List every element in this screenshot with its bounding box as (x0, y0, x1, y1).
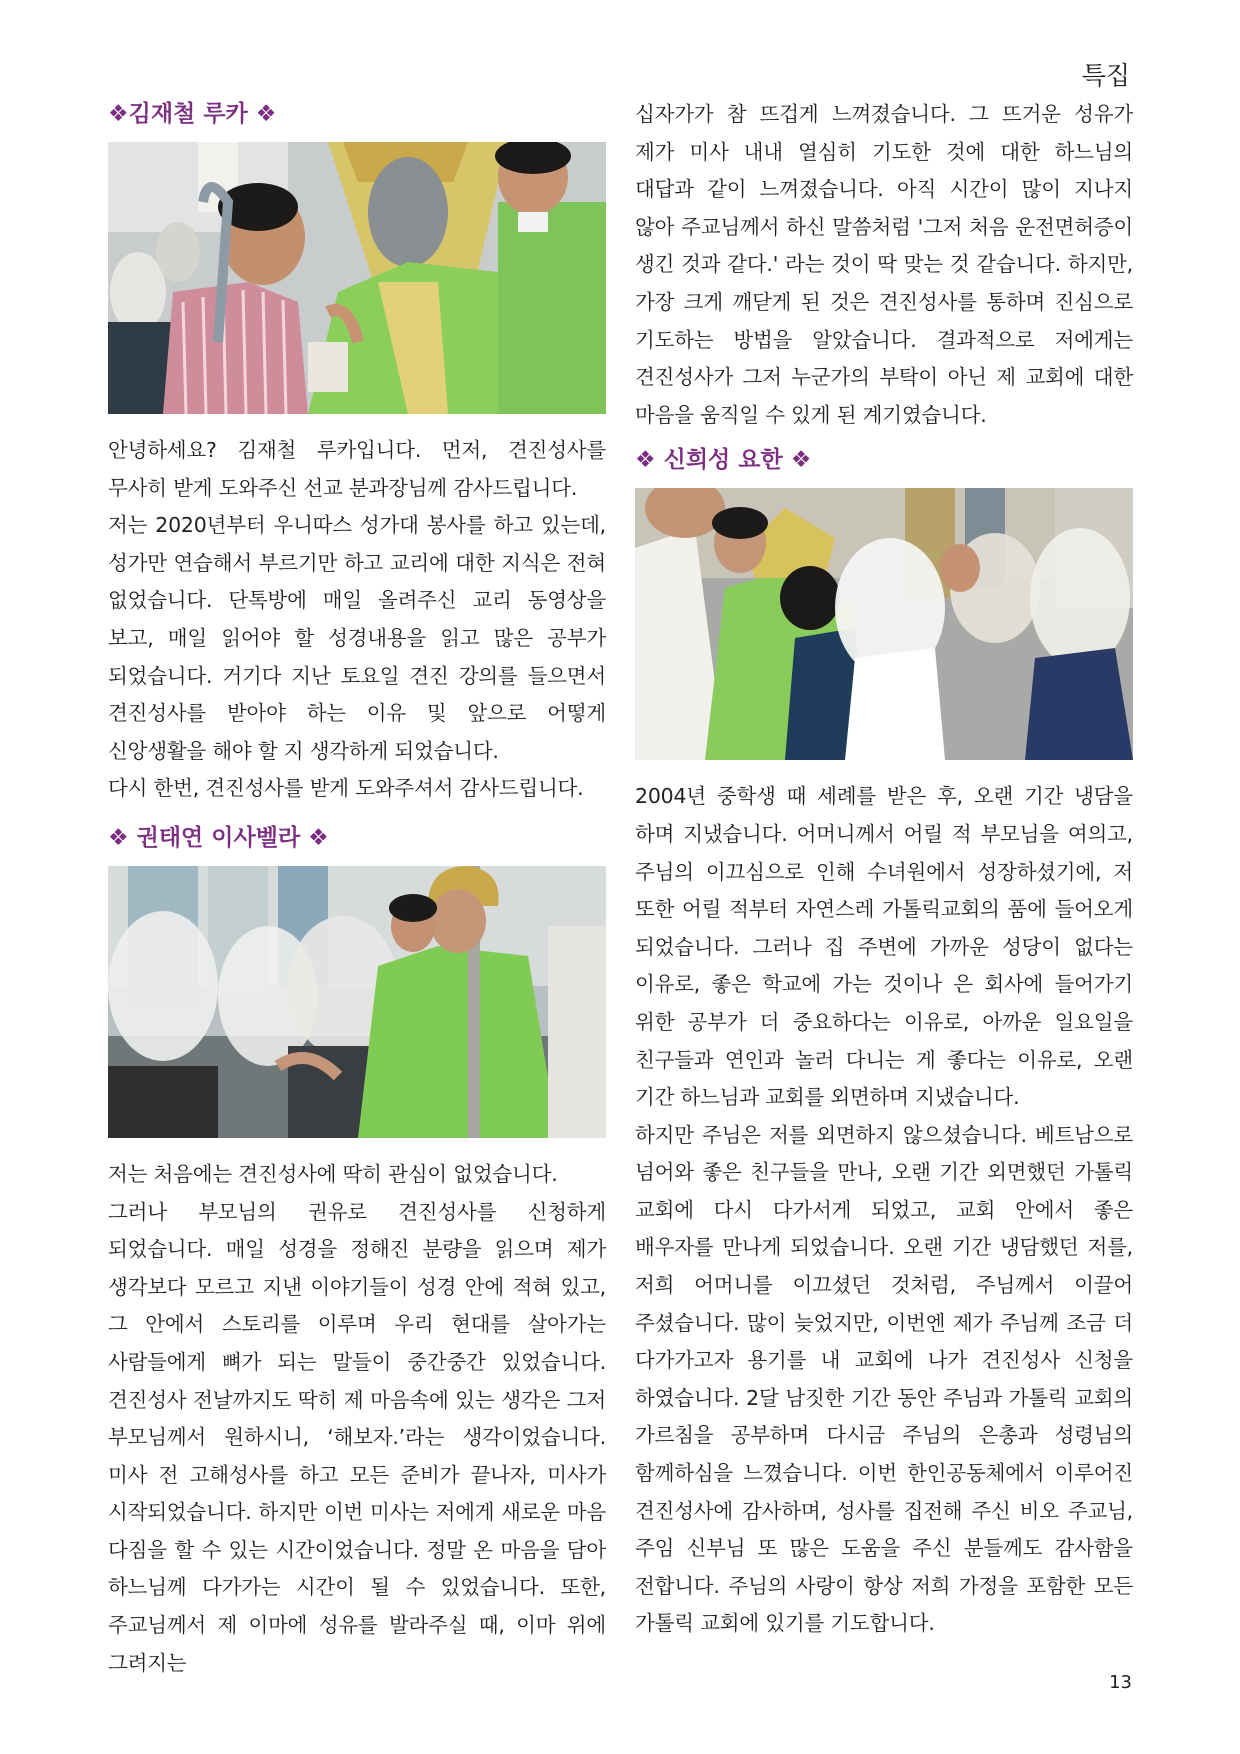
paragraph: 하지만 주님은 저를 외면하지 않으셨습니다. 베트남으로 넘어와 좋은 친구들을 만나, 오랜 기간 외면했던 가톨릭 교회에 다시 다가서게 되었고, 교회 안에서 좋은 배우자를 만나게 되었습니다. 오랜 기간 냉담했던 저를, 저희 어머니를 이끄셨던 것처럼, 주님께서 이끌어 주셨습니다. 많이 늦었지만, 이번엔 제가 주님께 조금 더 다가가고자 용기를 내 교회에 나가 견진성사 신청을 하였습니다. 2달 남짓한 기간 동안 주님과 가톨릭 교회의 가르침을 공부하며 다시금 주님의 은총과 성령님의 함께하심을 느꼈습니다. 이번 한인공동체에서 이루어진 견진성사에 감사하며, 성사를 집전해 주신 비오 주교님, 주임 신부님 또 많은 도움을 주신 분들께도 감사함을 전합니다. 주님의 사랑이 항상 저희 가정을 포함한 모든 가톨릭 교회에 있기를 기도합니다. (635, 1122, 1133, 1636)
paragraph: 안녕하세요? 김재철 루카입니다. 먼저, 견진성사를 무사히 받게 도와주신 선교 분과장님께 감사드립니다. (108, 438, 606, 500)
paragraph: 십자가가 참 뜨겁게 느껴졌습니다. 그 뜨거운 성유가 제가 미사 내내 열심히 기도한 것에 대한 하느님의 대답과 같이 느껴졌습니다. 아직 시간이 많이 지나지 않아 주교님께서 하신 말씀처럼 '그저 처음 운전면허증이 생긴 것과 같다.' 라는 것이 딱 맞는 것 같습니다. 하지만, 가장 크게 깨닫게 된 것은 견진성사를 통하며 진심으로 기도하는 방법을 알았습니다. 결과적으로 저에게는 견진성사가 그저 누군가의 부탁이 아닌 제 교회에 대한 마음을 움직일 수 있게 된 계기였습니다. (635, 102, 1133, 427)
paragraph: 2004년 중학생 때 세례를 받은 후, 오랜 기간 냉담을 하며 지냈습니다. 어머니께서 어릴 적 부모님을 여의고, 주님의 이끄심으로 인해 수녀원에서 성장하셨기에, 저 또한 어릴 적부터 자연스레 가톨릭교회의 품에 들어오게 되었습니다. 그러나 집 주변에 가까운 성당이 없다는 이유로, 좋은 학교에 가는 것이나 은 회사에 들어가기 위한 공부가 더 중요하다는 이유로, 아까운 일요일을 친구들과 연인과 놀러 다니는 게 좋다는 이유로, 오랜 기간 하느님과 교회를 외면하며 지냈습니다. (635, 784, 1133, 1110)
author-heading: ❖ 권태연 이사벨라 ❖ (108, 824, 329, 851)
confirmation-photo-2 (108, 866, 606, 1138)
confirmation-photo-1 (108, 142, 606, 414)
page-number: 13 (1109, 1672, 1132, 1693)
section-label: 특집 (1081, 61, 1130, 90)
left-column (108, 96, 606, 1682)
paragraph: 그러나 부모님의 권유로 견진성사를 신청하게 되었습니다. 매일 성경을 정해진 분량을 읽으며 제가 생각보다 모르고 지낸 이야기들이 성경 안에 적혀 있고, 그 안에서 스토리를 이루며 우리 현대를 살아가는 사람들에게 뼈가 되는 말들이 중간중간 있었습니다. 견진성사 전날까지도 딱히 제 마음속에 있는 생각은 그저 부모님께서 원하시니, ‘해보자.’라는 생각이었습니다. 미사 전 고해성사를 하고 모든 준비가 끝나자, 미사가 시작되었습니다. 하지만 이번 미사는 저에게 새로운 마음 다짐을 할 수 있는 시간이었습니다. 정말 온 마음을 담아 하느님께 다가가는 시간이 될 수 있었습니다. 또한, 주교님께서 제 이마에 성유를 발라주실 때, 이마 위에 그려지는 (108, 1199, 606, 1675)
author-heading: ❖ 신희성 요한 ❖ (635, 447, 812, 474)
paragraph: 저는 2020년부터 우니따스 성가대 봉사를 하고 있는데, 성가만 연습해서 부르기만 하고 교리에 대한 지식은 전혀 없었습니다. 단톡방에 매일 올려주신 교리 동영상을 보고, 매일 읽어야 할 성경내용을 읽고 많은 공부가 되었습니다. 거기다 지난 토요일 견진 강의를 들으면서 견진성사를 받아야 하는 이유 및 앞으로 어떻게 신앙생활을 해야 할 지 생각하게 되었습니다. (108, 513, 606, 763)
right-column (635, 96, 1133, 1643)
paragraph: 저는 처음에는 견진성사에 딱히 관심이 없었습니다. (108, 1161, 558, 1186)
author-heading: ❖김재철 루카 ❖ (108, 101, 277, 127)
confirmation-photo-3 (635, 488, 1133, 760)
paragraph: 다시 한번, 견진성사를 받게 도와주셔서 감사드립니다. (108, 776, 584, 801)
